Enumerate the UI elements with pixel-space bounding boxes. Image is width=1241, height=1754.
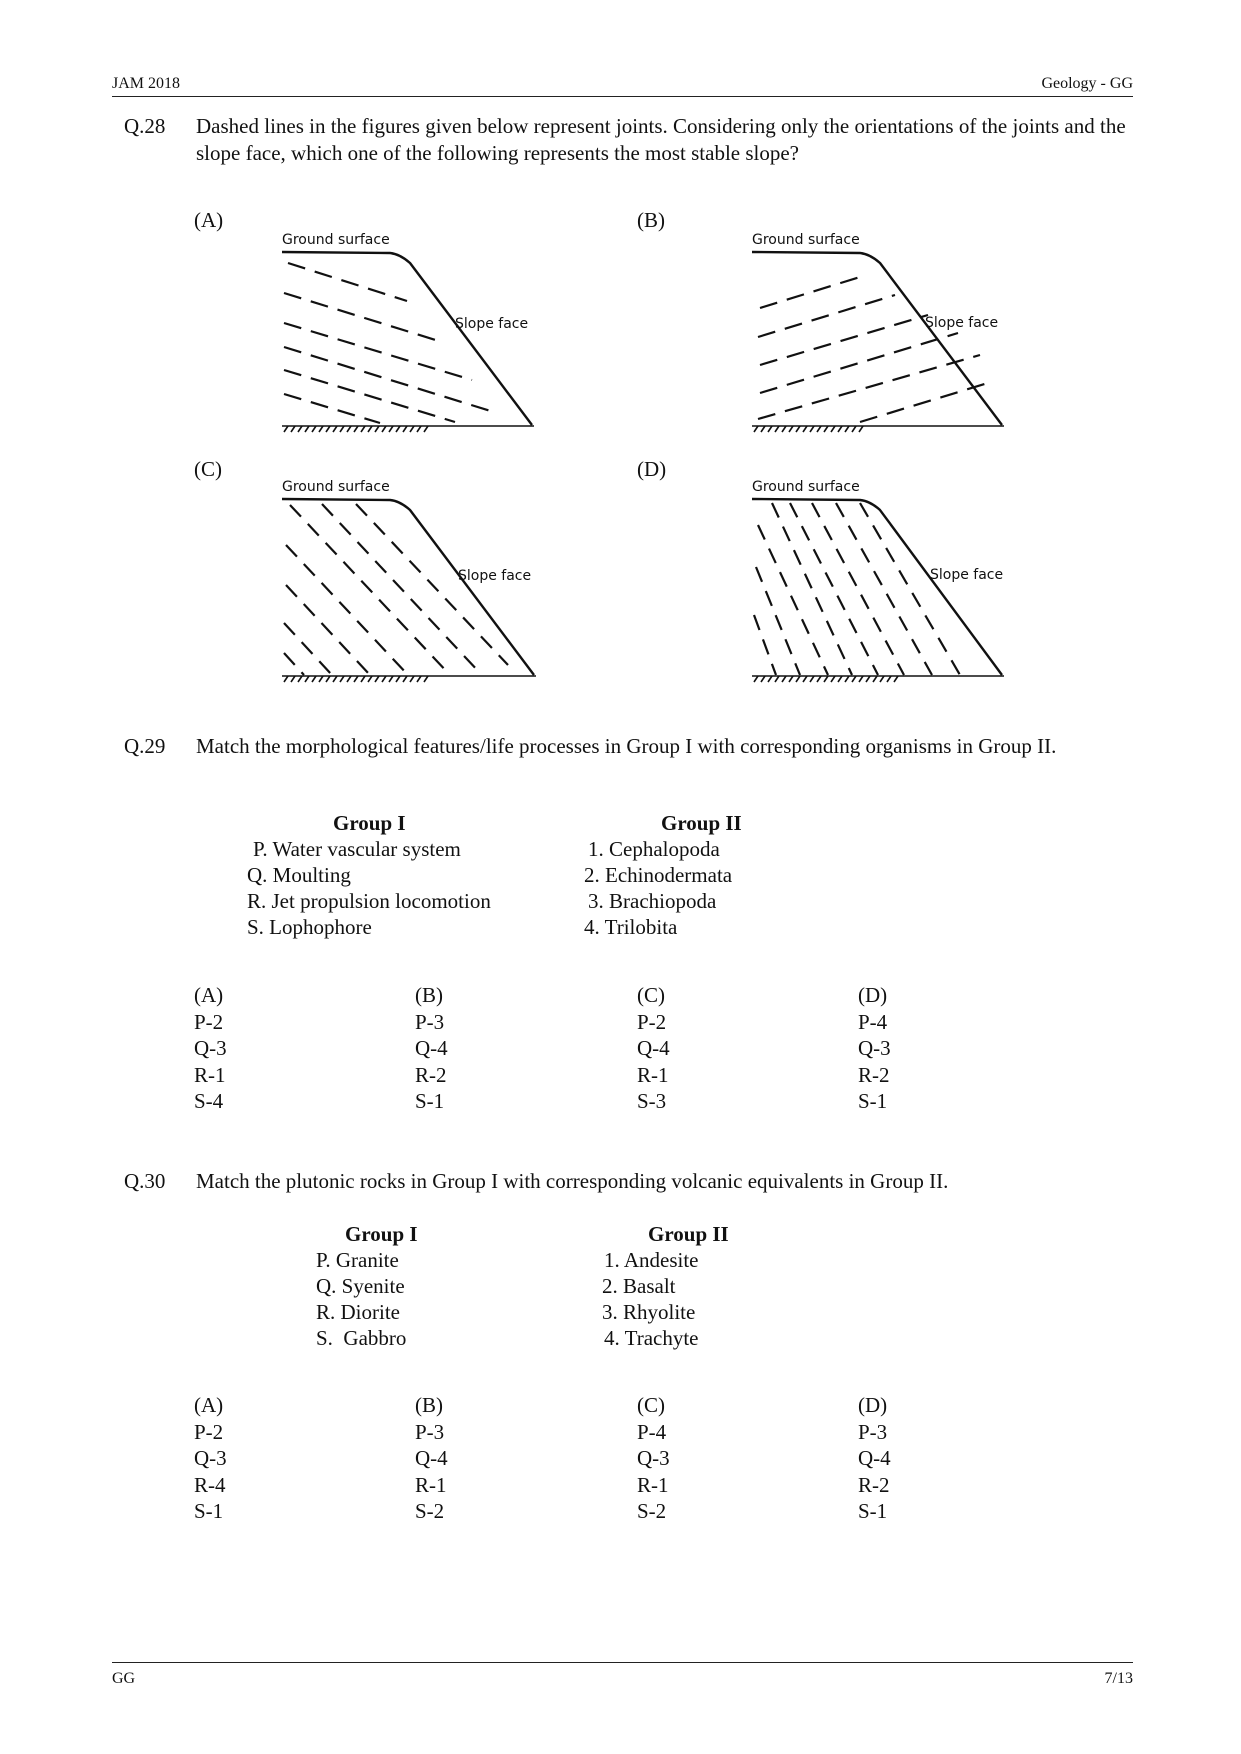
option-label: (D) (858, 1393, 888, 1417)
option-pair: S-2 (637, 1499, 667, 1523)
option-pair: Q-3 (637, 1446, 670, 1470)
slope-face-label: Slope face (925, 315, 999, 331)
q28-fig-a-label: (A) (194, 208, 224, 232)
q29-group1-item: P. Water vascular system (253, 837, 461, 861)
header-rule (112, 96, 1133, 97)
q28-figure-b (740, 225, 1030, 435)
joint-lines (758, 277, 988, 422)
base-line-hatched (752, 676, 1004, 682)
q29-group2-title: Group II (661, 811, 742, 835)
q28-fig-d-label: (D) (637, 457, 667, 481)
q29-group2-item: 1. Cephalopoda (588, 837, 720, 861)
footer-left: GG (112, 1670, 136, 1687)
q29-text: Match the morphological features/life processes in Group I with corresponding organisms in Group II. (196, 734, 1057, 758)
ground-surface-label: Ground surface (752, 479, 860, 495)
option-pair: S-1 (194, 1499, 224, 1523)
q28-figure-c (270, 475, 560, 685)
ground-surface-label: Ground surface (282, 232, 390, 248)
q30-group1-title: Group I (345, 1222, 418, 1246)
option-label: (C) (637, 983, 665, 1007)
q29-group1-item: S. Lophophore (247, 915, 372, 939)
option-pair: Q-4 (415, 1446, 448, 1470)
q28-figure-a (270, 225, 560, 435)
q28-fig-b-label: (B) (637, 208, 665, 232)
joint-lines (754, 503, 960, 675)
q30-number: Q.30 (124, 1169, 166, 1193)
option-pair: P-3 (415, 1419, 445, 1444)
option-pair: Q-3 (194, 1446, 227, 1470)
ground-surface-label: Ground surface (282, 479, 390, 495)
q29-group1-title: Group I (333, 811, 406, 835)
option-pair: R-1 (637, 1062, 669, 1087)
q29-group2-item: 4. Trilobita (584, 915, 678, 939)
slope-face-label: Slope face (455, 316, 529, 332)
joint-lines (284, 504, 508, 675)
q30-group1-item: P. Granite (316, 1248, 399, 1272)
q30-group1-item: R. Diorite (316, 1300, 400, 1324)
option-pair: S-3 (637, 1089, 667, 1113)
q29-group2-item: 3. Brachiopoda (588, 889, 717, 913)
option-label: (B) (415, 1393, 443, 1417)
joint-lines (284, 263, 497, 423)
base-line-hatched (282, 426, 534, 432)
ground-surface-line (282, 499, 534, 675)
option-pair: S-1 (858, 1499, 888, 1523)
q30-text: Match the plutonic rocks in Group I with corresponding volcanic equivalents in Group II. (196, 1169, 949, 1193)
footer-page-number: 7/13 (1104, 1670, 1133, 1687)
footer-rule (112, 1662, 1133, 1663)
option-label: (A) (194, 983, 224, 1007)
option-pair: R-2 (858, 1472, 890, 1497)
q30-group1-item: S. Gabbro (316, 1326, 407, 1350)
q29-group1-item: Q. Moulting (247, 863, 351, 887)
option-label: (C) (637, 1393, 665, 1417)
q29-option-c[interactable] (637, 982, 670, 1115)
ground-surface-line (282, 252, 532, 425)
option-pair: R-1 (637, 1472, 669, 1497)
slope-face-label: Slope face (930, 567, 1004, 583)
option-pair: R-1 (194, 1062, 226, 1087)
option-pair: S-2 (415, 1499, 445, 1523)
option-pair: R-1 (415, 1472, 447, 1497)
q30-group2-title: Group II (648, 1222, 729, 1246)
option-pair: Q-3 (858, 1036, 891, 1060)
option-pair: P-3 (415, 1009, 445, 1034)
q30-group2-item: 3. Rhyolite (602, 1300, 696, 1324)
option-pair: P-4 (637, 1419, 667, 1444)
option-label: (B) (415, 983, 443, 1007)
q30-group2-item: 1. Andesite (604, 1248, 699, 1272)
q29-option-b[interactable] (415, 982, 448, 1115)
option-pair: R-4 (194, 1472, 226, 1497)
q30-group2-item: 4. Trachyte (604, 1326, 699, 1350)
q30-group1-item: Q. Syenite (316, 1274, 405, 1298)
base-line-hatched (752, 426, 1004, 432)
q28-text: Dashed lines in the figures given below represent joints. Considering only the orientations of the joints and the slope face, which one of the following represents the most stable slope? (196, 114, 1126, 165)
header-left: JAM 2018 (112, 75, 181, 92)
option-pair: P-4 (858, 1009, 888, 1034)
q29-option-d[interactable] (858, 982, 891, 1115)
q30-group2-item: 2. Basalt (602, 1274, 676, 1298)
option-pair: S-1 (858, 1089, 888, 1113)
q30-option-a[interactable] (194, 1392, 227, 1525)
q30-option-b[interactable] (415, 1392, 448, 1525)
option-label: (A) (194, 1393, 224, 1417)
option-pair: Q-4 (637, 1036, 670, 1060)
q29-group2-item: 2. Echinodermata (584, 863, 733, 887)
q30-option-d[interactable] (858, 1392, 891, 1525)
ground-surface-label: Ground surface (752, 232, 860, 248)
header-right: Geology - GG (1041, 75, 1133, 92)
q29-option-a[interactable] (194, 982, 227, 1115)
option-pair: P-2 (194, 1009, 224, 1034)
option-pair: Q-4 (415, 1036, 448, 1060)
q28-figure-d (740, 475, 1030, 685)
option-pair: P-2 (637, 1009, 667, 1034)
option-pair: R-2 (858, 1062, 890, 1087)
q29-group1-item: R. Jet propulsion locomotion (247, 889, 491, 913)
q28-number: Q.28 (124, 114, 166, 138)
option-pair: Q-3 (194, 1036, 227, 1060)
option-pair: P-3 (858, 1419, 888, 1444)
slope-face-label: Slope face (458, 568, 532, 584)
q28-fig-c-label: (C) (194, 457, 222, 481)
option-pair: P-2 (194, 1419, 224, 1444)
option-pair: S-1 (415, 1089, 445, 1113)
ground-surface-line (752, 252, 1002, 425)
base-line-hatched (282, 676, 536, 682)
q30-option-c[interactable] (637, 1392, 670, 1525)
q29-number: Q.29 (124, 734, 166, 758)
option-label: (D) (858, 983, 888, 1007)
option-pair: S-4 (194, 1089, 224, 1113)
option-pair: R-2 (415, 1062, 447, 1087)
option-pair: Q-4 (858, 1446, 891, 1470)
